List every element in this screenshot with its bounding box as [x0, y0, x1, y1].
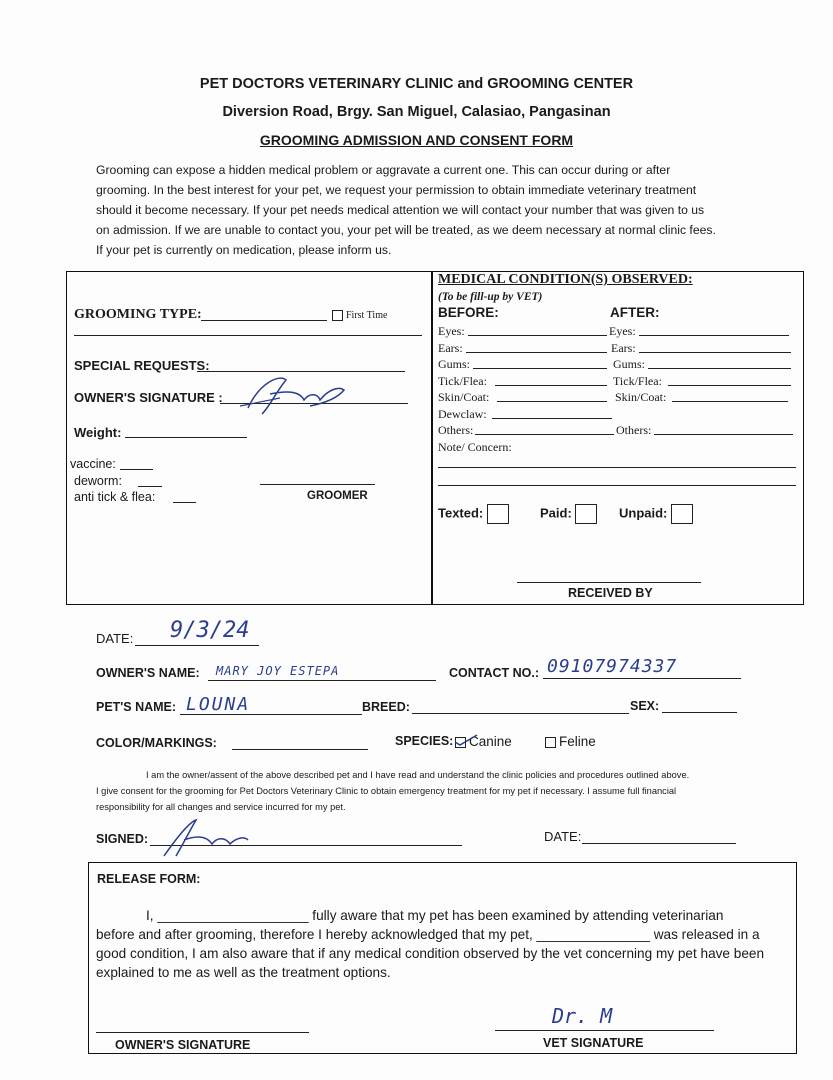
weight-field[interactable] [125, 437, 247, 438]
release-line: I, ____________________ fully aware that my pet has been examined by attending veterinarian [146, 908, 724, 923]
clinic-name: PET DOCTORS VETERINARY CLINIC and GROOMING CENTER [199, 76, 634, 92]
consent-text [96, 767, 756, 815]
vaccine-label: vaccine: [70, 457, 116, 471]
consent-line: I give consent for the grooming for Pet Doctors Veterinary Clinic to obtain emergency treatment for my pet if necessary. I assume full financial [96, 786, 677, 796]
species-label: SPECIES: [395, 734, 454, 748]
after-eyes-label: Eyes: [609, 324, 636, 338]
unpaid-label: Unpaid: [619, 505, 668, 521]
weight-label: Weight: [74, 425, 122, 440]
canine-checkmark [453, 732, 479, 748]
grooming-type-extra-line[interactable] [74, 335, 422, 336]
after-skin-field[interactable] [672, 401, 788, 402]
owner-signature-label: OWNER'S SIGNATURE : [74, 390, 223, 405]
owner-name-field[interactable] [208, 680, 436, 681]
owner-name-label: OWNER'S NAME: [96, 666, 200, 680]
intro-line: on admission. If we are unable to contact you, your pet will be treated, as we deem necessary at normal clinic fees. [96, 223, 716, 237]
received-by-label: RECEIVED BY [568, 586, 653, 600]
form-title: GROOMING ADMISSION AND CONSENT FORM [259, 132, 574, 148]
after-others-field[interactable] [654, 434, 793, 435]
intro-line: Grooming can expose a hidden medical problem or aggravate a current one. This can occur during or after [96, 163, 671, 177]
received-by-field[interactable] [517, 582, 701, 583]
consent-line: I am the owner/assent of the above described pet and I have read and understand the clinic policies and procedures outlined above. [146, 770, 690, 780]
deworm-label: deworm: [74, 474, 122, 488]
texted-option[interactable] [438, 504, 509, 524]
release-text [96, 906, 792, 982]
before-tick-field[interactable] [495, 385, 607, 386]
date-field[interactable] [135, 645, 259, 646]
feline-checkbox[interactable] [545, 737, 556, 748]
before-others-field[interactable] [475, 434, 614, 435]
vet-handwriting: Dr. M [552, 1004, 613, 1028]
intro-line: should it become necessary. If your pet needs medical attention we will contact your number that was given to us [96, 203, 705, 217]
clinic-address: Diversion Road, Brgy. San Miguel, Calasiao, Pangasinan [222, 104, 611, 120]
after-skin-label: Skin/Coat: [615, 390, 667, 404]
texted-checkbox[interactable] [487, 504, 509, 524]
before-eyes-field[interactable] [468, 335, 607, 336]
before-dewclaw-label: Dewclaw: [438, 407, 487, 421]
note-line[interactable] [438, 485, 796, 486]
note-line[interactable] [438, 467, 796, 468]
canine-label: Canine [469, 734, 512, 749]
owner-signature-release-field[interactable] [96, 1032, 309, 1033]
contact-field[interactable] [543, 678, 741, 679]
after-others-label: Others: [616, 423, 652, 437]
unpaid-checkbox[interactable] [671, 504, 693, 524]
vet-signature-field[interactable] [495, 1030, 714, 1031]
after-gums-field[interactable] [648, 368, 791, 369]
grooming-type-field[interactable] [201, 320, 327, 321]
panel-divider [431, 271, 433, 605]
before-dewclaw-field[interactable] [492, 418, 612, 419]
after-gums-label: Gums: [613, 357, 646, 371]
intro-line: If your pet is currently on medication, please inform us. [96, 243, 392, 257]
before-gums-label: Gums: [438, 357, 471, 371]
release-line: explained to me as well as the treatment options. [96, 965, 391, 980]
contact-value: 09107974337 [547, 656, 678, 677]
before-ears-label: Ears: [438, 341, 463, 355]
signed-date-field[interactable] [582, 843, 736, 844]
owner-signature-release-label: OWNER'S SIGNATURE [115, 1038, 251, 1052]
texted-label: Texted: [438, 505, 484, 521]
intro-line: grooming. In the best interest for your pet, we request your permission to obtain immediate veterinary treatment [96, 183, 697, 197]
sex-label: SEX: [630, 699, 660, 713]
owner-signature-scribble [240, 372, 350, 418]
before-others-label: Others: [438, 423, 474, 437]
groomer-field[interactable] [260, 484, 375, 485]
groomer-label: GROOMER [307, 490, 368, 502]
paid-label: Paid: [540, 505, 572, 521]
before-eyes-label: Eyes: [438, 324, 465, 338]
first-time-checkbox[interactable] [332, 310, 343, 321]
first-time-option[interactable] [332, 310, 387, 321]
vaccine-field[interactable] [120, 469, 153, 470]
release-line: good condition, I am also aware that if any medical condition observed by the vet concerning my pet have been [96, 946, 765, 961]
anti-tick-field[interactable] [173, 502, 196, 503]
after-heading: AFTER: [610, 305, 660, 320]
release-title: RELEASE FORM: [97, 872, 201, 886]
breed-label: BREED: [362, 700, 410, 714]
date-value: 9/3/24 [170, 618, 250, 643]
before-gums-field[interactable] [473, 368, 607, 369]
medical-title: MEDICAL CONDITION(S) OBSERVED: [438, 272, 693, 287]
after-ears-field[interactable] [639, 352, 791, 353]
pet-name-label: PET'S NAME: [96, 700, 177, 714]
date-label: DATE: [96, 631, 134, 646]
before-skin-label: Skin/Coat: [438, 390, 490, 404]
owner-name-value: MARY JOY ESTEPA [216, 664, 340, 678]
vet-signature-label: VET SIGNATURE [543, 1036, 644, 1050]
before-tick-label: Tick/Flea: [438, 374, 487, 388]
contact-label: CONTACT NO.: [449, 666, 540, 680]
color-field[interactable] [232, 749, 368, 750]
intro-paragraph [96, 160, 756, 260]
after-eyes-field[interactable] [639, 335, 789, 336]
paid-checkbox[interactable] [575, 504, 597, 524]
after-tick-label: Tick/Flea: [613, 374, 662, 388]
breed-field[interactable] [412, 713, 629, 714]
consent-line: responsibility for all changes and service incurred for my pet. [96, 802, 346, 812]
after-ears-label: Ears: [611, 341, 636, 355]
release-line: before and after grooming, therefore I hereby acknowledged that my pet, _______________ was released in a [96, 927, 760, 942]
signed-label: SIGNED: [96, 832, 149, 846]
anti-tick-label: anti tick & flea: [74, 490, 156, 504]
special-requests-label: SPECIAL REQUESTS: [74, 358, 210, 373]
deworm-field[interactable] [138, 486, 162, 487]
signed-date-label: DATE: [544, 829, 582, 844]
first-time-label: First Time [346, 310, 388, 321]
signed-signature-scribble [160, 816, 250, 860]
grooming-type-label: GROOMING TYPE: [74, 307, 202, 322]
before-heading: BEFORE: [438, 305, 499, 320]
feline-label: Feline [559, 734, 596, 749]
pet-name-value: LOUNA [186, 694, 251, 715]
unpaid-option[interactable] [619, 504, 693, 524]
after-tick-field[interactable] [668, 385, 791, 386]
before-skin-field[interactable] [497, 401, 607, 402]
medical-subtitle: (To be fill-up by VET) [438, 291, 543, 303]
color-label: COLOR/MARKINGS: [96, 736, 217, 750]
note-label: Note/ Concern: [438, 440, 512, 454]
sex-field[interactable] [662, 712, 737, 713]
before-ears-field[interactable] [466, 352, 607, 353]
paid-option[interactable] [540, 504, 597, 524]
feline-option[interactable] [545, 734, 596, 749]
